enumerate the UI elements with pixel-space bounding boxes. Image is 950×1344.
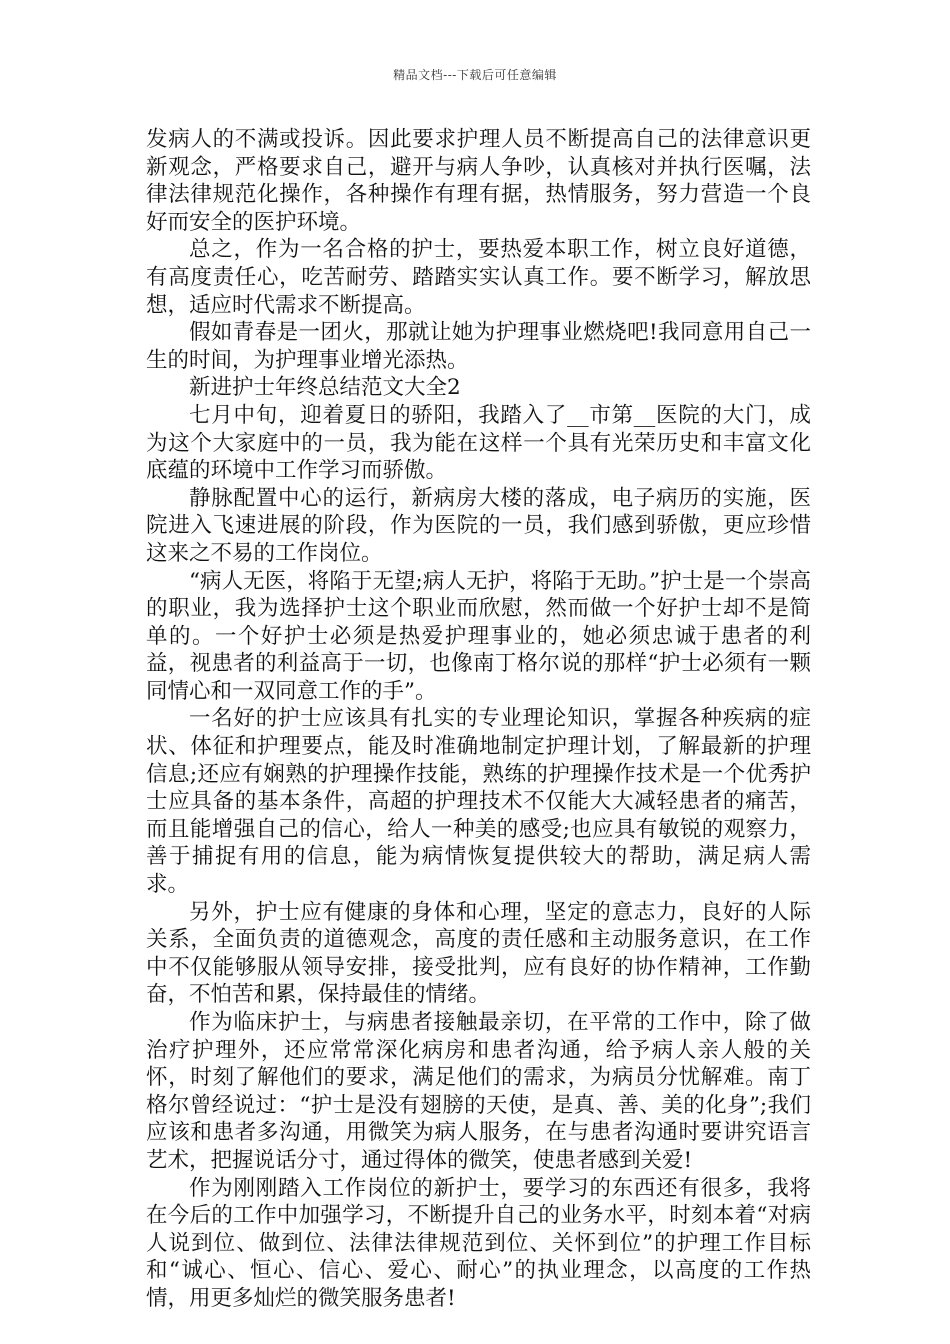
paragraph-new-nurse: 作为刚刚踏入工作岗位的新护士，要学习的东西还有很多，我将在今后的工作中加强学习，不断提升自己的业务水平，时刻本着“对病人说到位、做到位、法律法律规范到位、关怀到位”的护理工作目标和“诚心、恒心、信心、爱心、耐心”的执业理念，以高度的工作热情，用更多灿烂的微笑服务患者!	[146, 1175, 811, 1311]
paragraph-clinical: 作为临床护士，与病患者接触最亲切，在平常的工作中，除了做治疗护理外，还应常常深化病房和患者沟通，给予病人亲人般的关怀，时刻了解他们的要求，满足他们的需求，为病员分忧解难。南丁格尔曾经说过：“护士是没有翅膀的天使，是真、善、美的化身”;我们应该和患者多沟通，用微笑为病人服务，在与患者沟通时要讲究语言艺术，把握说话分寸，通过得体的微笑，使患者感到关爱!	[146, 1010, 811, 1173]
paragraph-health: 另外，护士应有健康的身体和心理，坚定的意志力，良好的人际关系，全面负责的道德观念，高度的责任感和主动服务意识，在工作中不仅能够服从领导安排，接受批判，应有良好的协作精神，工作勤奋，不怕苦和累，保持最佳的情绪。	[146, 899, 811, 1008]
paragraph-nurse-skills: 一名好的护士应该具有扎实的专业理论知识，掌握各种疾病的症状、体征和护理要点，能及时准确地制定护理计划，了解最新的护理信息;还应有娴熟的护理操作技能，熟练的护理操作技术是一个优秀护士应具备的基本条件，高超的护理技术不仅能大大减轻患者的痛苦，而且能增强自己的信心，给人一种美的感受;也应具有敏锐的观察力，善于捕捉有用的信息，能为病情恢复提供较大的帮助，满足病人需求。	[146, 706, 811, 898]
document-body	[146, 126, 811, 1313]
paragraph-nurse-career: “病人无医，将陷于无望;病人无护，将陷于无助。”护士是一个崇高的职业，我为选择护士这个职业而欣慰，然而做一个好护士却不是简单的。一个好护士必须是热爱护理事业的，她必须忠诚于患者的利益，视患者的利益高于一切，也像南丁格尔说的那样“护士必须有一颗同情心和一双同意工作的手”。	[146, 568, 811, 704]
section-title: 新进护士年终总结范文大全2	[189, 375, 461, 401]
paragraph-continuation: 发病人的不满或投诉。因此要求护理人员不断提高自己的法律意识更新观念，严格要求自己，避开与病人争吵，认真核对并执行医嘱，法律法律规范化操作，各种操作有理有据，热情服务，努力营造一个良好而安全的医护环境。	[146, 127, 811, 235]
page-header: 精品文档---下载后可任意编辑	[393, 68, 557, 82]
paragraph-youth: 假如青春是一团火，那就让她为护理事业燃烧吧!我同意用自己一生的时间，为护理事业增光添热。	[146, 320, 811, 373]
paragraph-july: 七月中旬，迎着夏日的骄阳，我踏入了__市第__医院的大门，成为这个大家庭中的一员，我为能在这样一个具有光荣历史和丰富文化底蕴的环境中工作学习而骄傲。	[146, 402, 811, 484]
paragraph-hospital-progress: 静脉配置中心的运行，新病房大楼的落成，电子病历的实施，医院进入飞速进展的阶段，作为医院的一员，我们感到骄傲，更应珍惜这来之不易的工作岗位。	[146, 485, 811, 566]
paragraph-conclusion: 总之，作为一名合格的护士，要热爱本职工作，树立良好道德，有高度责任心，吃苦耐劳、踏踏实实认真工作。要不断学习，解放思想，适应时代需求不断提高。	[146, 237, 811, 318]
